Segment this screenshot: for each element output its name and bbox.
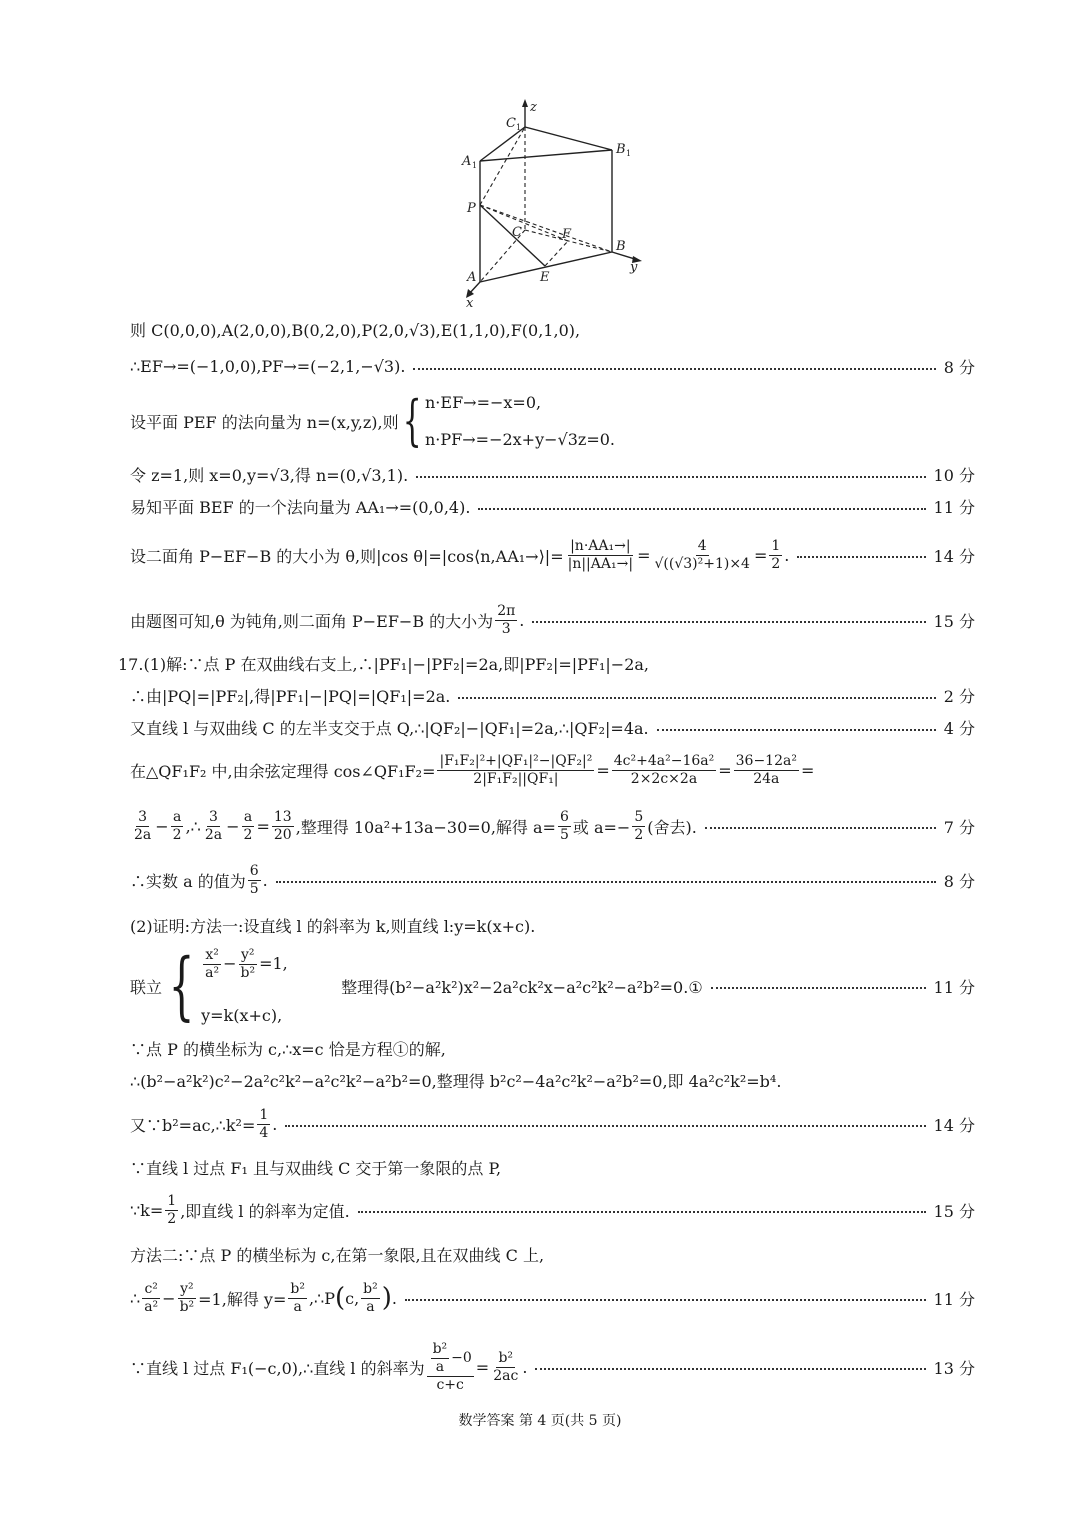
score: 13 分: [933, 1358, 975, 1378]
label-B1-sub: 1: [626, 149, 632, 158]
page-footer: 数学答案 第 4 页(共 5 页): [458, 1413, 622, 1429]
numerator: 3: [209, 808, 218, 825]
line-text: 整理得(b²−a²k²)x²−2a²ck²x−a²c²k²−a²b²=0.①: [341, 977, 703, 997]
edge-P-B: [480, 205, 612, 252]
score: 15 分: [933, 611, 975, 631]
minus: −: [155, 816, 169, 836]
substitute-line: [130, 1069, 975, 1092]
period: .: [262, 870, 268, 890]
fraction: [132, 809, 153, 844]
denominator: a: [435, 1358, 445, 1375]
eq-one: =1,: [259, 954, 288, 973]
equals: =: [596, 760, 610, 780]
line-text: 联立: [130, 977, 163, 997]
k-squared-line: [130, 1102, 975, 1146]
numerator: 6: [249, 862, 259, 879]
numerator: 5: [634, 808, 644, 825]
fraction: [142, 1281, 160, 1316]
label-E: E: [540, 270, 550, 285]
therefore: ,∴: [185, 816, 201, 836]
denominator: 2: [771, 555, 781, 572]
law-of-cosines-line: [130, 748, 975, 792]
label-C: C: [512, 225, 522, 240]
fraction: [203, 809, 224, 844]
qf2-line: [130, 716, 975, 739]
fraction: [652, 538, 751, 573]
line-text: 则 C(0,0,0),A(2,0,0),B(0,2,0),P(2,0,√3),E(1,1,0),F(0,1,0),: [130, 321, 581, 340]
minus-zero: −0: [451, 1349, 472, 1366]
normal-vector-line: [130, 388, 975, 454]
label-y: y: [630, 260, 638, 275]
edge-A1-B1: [480, 150, 612, 161]
line-text: ∵直线 l 过点 F₁ 且与双曲线 C 交于第一象限的点 P,: [130, 1159, 502, 1178]
line-text: 又直线 l 与双曲线 C 的左半支交于点 Q,∴|QF₂|−|QF₁|=2a,∴|QF₂|=4a.: [130, 719, 649, 738]
root-line: [130, 1037, 975, 1060]
line-text: ,即直线 l 的斜率为定值.: [180, 1201, 350, 1221]
line-text: ∵点 P 的横坐标为 c,∴x=c 恰是方程①的解,: [130, 1040, 446, 1059]
point-P-line: [130, 1276, 975, 1320]
fraction: [612, 753, 716, 788]
numerator: 2π: [497, 602, 516, 619]
label-F: F: [562, 227, 572, 242]
plane-BEF-line: [130, 495, 975, 518]
score: 11 分: [933, 977, 975, 997]
denominator: b²: [240, 965, 256, 981]
fraction: [361, 1281, 380, 1316]
equals: =: [637, 545, 651, 565]
denominator: 2a: [134, 826, 152, 843]
denominator: 2: [167, 1210, 177, 1227]
line-eq: y=k(x+c),: [201, 1006, 283, 1025]
numerator: a: [172, 808, 182, 825]
line-text: ∵直线 l 过点 F₁(−c,0),∴直线 l 的斜率为: [130, 1358, 425, 1378]
period: .: [522, 1357, 528, 1377]
denominator: 5: [559, 826, 569, 843]
equation-1: n·EF→=−x=0,: [425, 393, 542, 412]
minus: −: [226, 816, 240, 836]
dot-leader: [797, 556, 925, 558]
k-equals: ∵k=: [130, 1200, 164, 1220]
paren-close: ): [381, 1283, 392, 1313]
numerator: 13: [273, 808, 292, 825]
fraction: [203, 947, 221, 982]
period: .: [272, 1114, 278, 1134]
fraction: [288, 1281, 307, 1316]
fraction: [171, 809, 184, 844]
vectors-line: [130, 355, 975, 378]
label-A1-sub: 1: [472, 161, 478, 170]
score: 8 分: [943, 358, 975, 377]
line-text: 又∵b²=ac,∴k²=: [130, 1115, 256, 1135]
dot-leader: [413, 368, 935, 370]
slope-constant-line: [130, 1188, 975, 1232]
dot-leader: [416, 476, 925, 478]
label-B: B: [616, 239, 626, 254]
point-label: ,∴P: [308, 1288, 335, 1308]
slope-line: [130, 1330, 975, 1404]
fraction: [178, 1281, 197, 1316]
line-text: 设平面 PEF 的法向量为 n=(x,y,z),则: [130, 412, 399, 432]
numerator: 3: [138, 808, 148, 825]
fraction: [431, 1341, 450, 1376]
dot-leader: [532, 621, 925, 623]
fraction: [257, 1107, 270, 1142]
score: 14 分: [933, 546, 975, 566]
dot-leader: [705, 827, 936, 829]
score: 10 分: [933, 466, 975, 485]
line-text: 令 z=1,则 x=0,y=√3,得 n=(0,√3,1).: [130, 466, 409, 485]
score: 2 分: [943, 687, 975, 706]
numerator: c²: [144, 1280, 158, 1297]
numerator: |F₁F₂|²+|QF₁|²−|QF₂|²: [439, 752, 593, 769]
numerator: 1: [259, 1106, 269, 1123]
dot-leader: [478, 508, 925, 510]
fraction: [248, 863, 261, 898]
edge-P-F: [480, 205, 568, 241]
equation-2: n·PF→=−2x+y−√3z=0.: [425, 430, 616, 449]
q17-part1-line: [118, 652, 975, 675]
denominator: c+c: [436, 1376, 464, 1393]
equation-system: [425, 393, 615, 449]
numerator: 36−12a²: [735, 752, 797, 769]
fraction: [495, 603, 517, 638]
denominator: 2ac: [493, 1367, 519, 1384]
score: 11 分: [933, 1289, 975, 1309]
label-C1-sub: 1: [516, 123, 522, 132]
dot-leader: [405, 1299, 926, 1301]
edge-A1-C1: [480, 127, 525, 161]
numerator: [427, 1341, 474, 1377]
denominator: 2×2c×2a: [630, 770, 698, 787]
label-P: P: [467, 201, 476, 216]
brace: {: [402, 389, 422, 452]
equals: =: [753, 545, 768, 565]
equals: =: [718, 760, 732, 780]
paren-open: (: [334, 1283, 346, 1313]
part2-method1-line: [130, 914, 975, 937]
line-text: 方法二:∵点 P 的横坐标为 c,在第一象限,且在双曲线 C 上,: [130, 1246, 545, 1265]
denominator: 5: [249, 880, 259, 897]
edge-P-C1: [480, 127, 525, 205]
fraction: [632, 809, 645, 844]
line-text: ∴实数 a 的值为: [130, 871, 246, 891]
label-B1: B: [616, 142, 626, 157]
denominator: b²: [179, 1298, 195, 1315]
equals: =: [256, 816, 270, 836]
label-C1: C: [506, 116, 516, 131]
numerator: b²: [498, 1349, 514, 1366]
fraction: [734, 753, 799, 788]
minus: −: [162, 1288, 176, 1308]
denominator: a²: [144, 1298, 159, 1315]
hyperbola-eq: [201, 947, 341, 982]
edge-C1-B1: [525, 127, 612, 150]
line-text: =1,解得 y=: [198, 1289, 287, 1309]
dot-leader: [285, 1125, 925, 1127]
score: 14 分: [933, 1115, 975, 1135]
line-text: ∴(b²−a²k²)c²−2a²c²k²−a²c²k²−a²b²=0,整理得 b²c²−4a²c²k²−a²b²=0,即 4a²c²k²=b⁴.: [130, 1072, 782, 1091]
numerator: 4: [697, 537, 707, 554]
score: 15 分: [933, 1201, 975, 1221]
line-text: 17.(1)解:∵点 P 在双曲线右支上,∴|PF₁|−|PF₂|=2a,即|PF₂|=|PF₁|−2a,: [118, 655, 650, 674]
prism-figure: [450, 95, 650, 310]
numerator: a: [243, 808, 253, 825]
denominator: 24a: [753, 770, 780, 787]
line-text: (2)证明:方法一:设直线 l 的斜率为 k,则直线 l:y=k(x+c).: [130, 917, 536, 936]
line-text: 易知平面 BEF 的一个法向量为 AA₁→=(0,0,4).: [130, 498, 471, 517]
simultaneous-line: [130, 944, 975, 1028]
value-a-line: [130, 858, 975, 902]
point-x: c,: [345, 1288, 360, 1308]
denominator: a²: [205, 965, 220, 981]
equation-system: [201, 947, 341, 1025]
denominator: 20: [273, 826, 292, 843]
denominator: |n||AA₁→|: [567, 555, 634, 572]
fraction: [558, 809, 571, 844]
label-A: A: [467, 270, 477, 285]
complex-fraction: [427, 1341, 474, 1394]
pq-line: [130, 684, 975, 707]
numerator: b²: [363, 1280, 378, 1297]
dot-leader: [535, 1368, 925, 1370]
line-text: ,整理得 10a²+13a−30=0,解得 a=: [295, 817, 556, 837]
numerator: 6: [559, 808, 569, 825]
denominator: 2: [243, 826, 253, 843]
equals: =: [475, 1357, 490, 1377]
denominator: a: [366, 1298, 375, 1315]
score: 7 分: [943, 817, 975, 837]
line-text: 由题图可知,θ 为钝角,则二面角 P−EF−B 的大小为: [130, 611, 494, 631]
or-text: 或 a=−: [572, 817, 631, 837]
line-text: ∴EF→=(−1,0,0),PF→=(−2,1,−√3).: [130, 357, 406, 376]
numerator: x²: [205, 947, 219, 963]
therefore: ∴: [130, 1288, 141, 1308]
denominator: 2: [634, 826, 644, 843]
fraction: [437, 753, 594, 788]
denominator: a: [293, 1298, 302, 1315]
equals: =: [800, 760, 815, 780]
first-quadrant-line: [130, 1156, 975, 1179]
numerator: 4c²+4a²−16a²: [613, 752, 715, 769]
label-z: z: [530, 100, 537, 115]
angle-line: [130, 598, 975, 642]
period: .: [519, 610, 525, 630]
solve-a-line: [130, 804, 975, 848]
denominator: 3: [501, 620, 511, 637]
dot-leader: [711, 987, 926, 989]
line-text: ∴由|PQ|=|PF₂|,得|PF₁|−|PQ|=|QF₁|=2a.: [130, 687, 451, 706]
numerator: 1: [771, 537, 781, 554]
denominator: 2|F₁F₂||QF₁|: [473, 770, 559, 787]
fraction: [238, 947, 257, 982]
fraction: [165, 1193, 178, 1228]
solve-normal-line: [130, 463, 975, 486]
label-x: x: [466, 296, 474, 310]
cos-line: [130, 530, 975, 580]
period: .: [784, 545, 790, 565]
minus: −: [223, 954, 237, 973]
score: 11 分: [933, 498, 975, 517]
numerator: b²: [290, 1280, 305, 1297]
dot-leader: [458, 697, 935, 699]
numerator: b²: [432, 1340, 448, 1357]
numerator: 1: [167, 1192, 177, 1209]
dot-leader: [358, 1211, 926, 1213]
discard-text: (舍去).: [647, 817, 697, 837]
score: 8 分: [943, 871, 975, 891]
numerator: |n·AA₁→|: [570, 537, 631, 554]
denominator: 2a: [204, 826, 223, 843]
label-A1: A: [462, 154, 472, 169]
dot-leader: [657, 729, 936, 731]
denominator: √((√3)²+1)×4: [654, 555, 750, 572]
dot-leader: [276, 881, 936, 883]
line-text: 设二面角 P−EF−B 的大小为 θ,则|cos θ|=|cos⟨n,AA₁→⟩|=: [130, 546, 564, 566]
fraction: [242, 809, 255, 844]
line-text: 在△QF₁F₂ 中,由余弦定理得 cos∠QF₁F₂=: [130, 761, 436, 781]
fraction: [272, 809, 294, 844]
brace: {: [168, 943, 195, 1029]
denominator: 4: [259, 1124, 269, 1141]
numerator: y²: [241, 947, 255, 963]
fraction: [566, 538, 635, 573]
denominator: 2: [172, 826, 182, 843]
coordinates-line: [130, 318, 975, 341]
numerator: y²: [180, 1280, 194, 1297]
fraction: [491, 1350, 520, 1385]
fraction: [769, 538, 782, 573]
method2-line: [130, 1243, 975, 1266]
score: 4 分: [943, 719, 975, 738]
period: .: [391, 1288, 397, 1308]
